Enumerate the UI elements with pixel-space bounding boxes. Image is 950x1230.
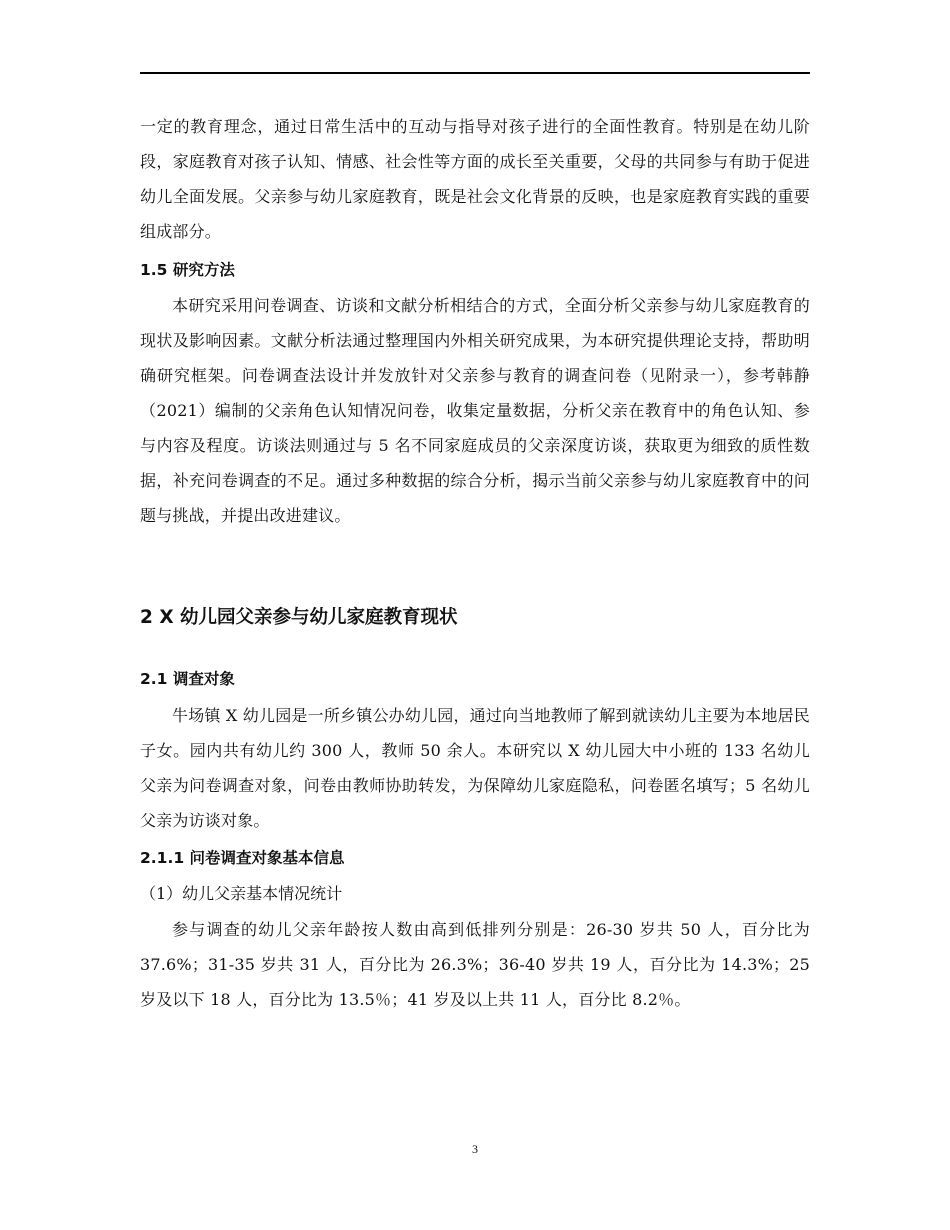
header-rule [140,72,810,74]
document-page [140,0,810,1230]
paragraph-stats: 参与调查的幼儿父亲年龄按人数由高到低排列分别是：26-30 岁共 50 人，百分比为 37.6%；31-35 岁共 31 人，百分比为 26.3%；36-40 岁共 19 人，百分比为 14.3%；25 岁及以下 18 人，百分比为 13.5％；41 岁及以上共 11 人，百分比 8.2％。 [140,920,810,1009]
paragraph-intro: 一定的教育理念，通过日常生活中的互动与指导对孩子进行的全面性教育。特别是在幼儿阶段，家庭教育对孩子认知、情感、社会性等方面的成长至关重要，父母的共同参与有助于促进幼儿全面发展。父亲参与幼儿家庭教育，既是社会文化背景的反映，也是家庭教育实践的重要组成部分。 [140,117,810,241]
heading-2: 2 X 幼儿园父亲参与幼儿家庭教育现状 [140,607,458,628]
paragraph-methods: 本研究采用问卷调查、访谈和文献分析相结合的方式，全面分析父亲参与幼儿家庭教育的现状及影响因素。文献分析法通过整理国内外相关研究成果，为本研究提供理论支持，帮助明确研究框架。问卷调查法设计并发放针对父亲参与教育的调查问卷（见附录一），参考韩静（2021）编制的父亲角色认知情况问卷，收集定量数据，分析父亲在教育中的角色认知、参与内容及程度。访谈法则通过与 5 名不同家庭成员的父亲深度访谈，获取更为细致的质性数据，补充问卷调查的不足。通过多种数据的综合分析，揭示当前父亲参与幼儿家庭教育中的问题与挑战，并提出改进建议。 [140,296,810,525]
heading-1-5: 1.5 研究方法 [140,261,235,279]
heading-2-1: 2.1 调查对象 [140,670,235,688]
sub-label-father-stats: （1）幼儿父亲基本情况统计 [140,884,343,903]
page-number: 3 [472,1142,478,1156]
paragraph-subjects: 牛场镇 X 幼儿园是一所乡镇公办幼儿园，通过向当地教师了解到就读幼儿主要为本地居民子女。园内共有幼儿约 300 人，教师 50 余人。本研究以 X 幼儿园大中小班的 133 名幼儿父亲为问卷调查对象，问卷由教师协助转发，为保障幼儿家庭隐私，问卷匿名填写；5 名幼儿父亲为访谈对象。 [140,706,810,830]
heading-2-1-1: 2.1.1 问卷调查对象基本信息 [140,849,345,867]
